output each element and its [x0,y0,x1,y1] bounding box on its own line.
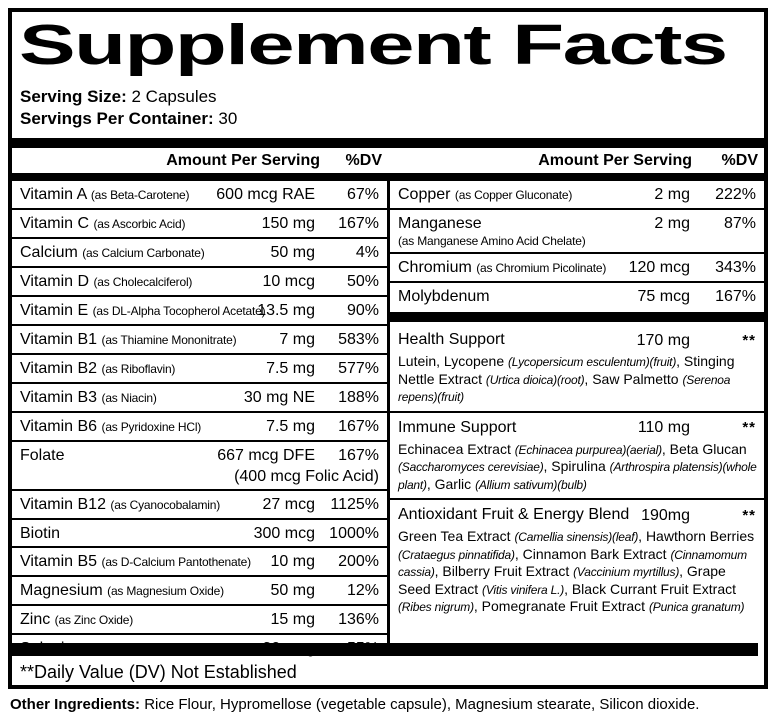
nutrient-row [12,413,387,442]
right-column-header [390,148,764,173]
nutrient-form: (as Zinc Oxide) [54,612,134,627]
ingredient-text: Green Tea Extract [398,528,515,544]
nutrient-dv: 167% [338,214,379,232]
latin-name: (Camellia sinensis)(leaf) [514,530,639,544]
servings-per-container-value: 30 [218,109,238,128]
serving-size-value: 2 Capsules [131,87,217,106]
nutrient-name: Biotin [20,524,61,542]
nutrient-row [12,239,387,268]
blend-name: Health Support [398,331,505,348]
blend-header [390,327,764,352]
blend-section [390,325,764,411]
latin-name: (Cinnamomum cassia) [398,547,747,579]
latin-name: (Ribes nigrum) [398,600,474,614]
nutrient-amount: 50 mg [270,243,315,261]
blend-dv-asterisks: ** [742,506,756,524]
blend-name: Immune Support [398,418,517,436]
blend-ingredients [390,527,764,618]
ingredient-text: , Grape Seed Extract [398,563,726,597]
divider-bar-right-column [390,312,764,322]
nutrient-columns [12,181,764,657]
nutrient-form: (as Magnesium Oxide) [107,583,224,598]
latin-name: (Crataegus pinnatifida) [398,547,515,562]
nutrient-dv: 1000% [329,524,379,542]
nutrient-row [12,548,387,577]
nutrient-name: Magnesium (as Magnesium Oxide) [20,581,224,599]
blend-dv-asterisks: ** [742,419,756,436]
blend-header [390,415,764,440]
blend-ingredients [390,352,764,408]
nutrient-amount: 50 mg [270,581,315,599]
servings-per-container-line [20,108,756,130]
ingredient-text: , Stinging Nettle Extract [398,353,735,387]
ingredient-text: Lutein, Lycopene [398,353,509,369]
dv-header-right: %DV [721,152,758,169]
nutrient-amount: 600 mcg RAE [216,185,315,203]
ingredient-text: , Cinnamon Bark Extract [514,545,671,562]
right-mineral-rows [390,181,764,309]
nutrient-amount: 667 mcg DFE [217,446,315,464]
latin-name: (Vitis vinifera L.) [482,582,565,597]
nutrient-name: Vitamin B2 (as Riboflavin) [20,359,176,377]
ingredient-text: , Saw Palmetto [584,370,683,387]
column-headers [12,148,764,173]
nutrient-amount: 2 mg [654,214,690,232]
blend-ingredients [390,440,764,496]
ingredient-text: , Hawthorn Berries [638,528,755,544]
nutrient-dv: 4% [355,243,379,261]
nutrient-amount: 15 mg [270,610,315,628]
nutrient-row [390,210,764,254]
nutrient-amount: 30 mcg [262,639,315,657]
nutrient-amount: 27 mcg [262,495,315,513]
nutrient-amount: 120 mcg [628,258,690,276]
nutrient-row [12,326,387,355]
nutrient-row [390,254,764,283]
nutrient-form: (as Calcium Carbonate) [82,245,205,260]
blend-amount: 190mg [641,506,690,524]
nutrient-name: Vitamin C (as Ascorbic Acid) [20,214,186,232]
nutrient-dv: 87% [723,214,756,232]
nutrient-dv: 50% [346,272,379,290]
latin-name: (Lycopersicum esculentum)(fruit) [508,355,677,369]
nutrient-dv: 188% [338,388,379,406]
nutrient-name: Folate [20,446,65,464]
nutrient-row [12,355,387,384]
nutrient-amount: 7.5 mg [266,359,315,377]
nutrient-dv: 67% [346,185,379,203]
nutrient-dv: 577% [338,359,379,377]
nutrient-amount: 75 mcg [637,287,690,305]
nutrient-name: Selenium (as Selenium Amino Acid Chelate) [20,639,267,657]
nutrient-form: (as Riboflavin) [101,361,176,376]
nutrient-form: (as Thiamine Mononitrate) [101,332,237,347]
nutrient-dv: 90% [346,301,379,319]
nutrient-dv: 136% [338,610,379,628]
nutrient-form: (as DL-Alpha Tocopherol Acetate) [92,303,266,318]
nutrient-name: Molybdenum [398,287,490,305]
other-ingredients [10,695,770,714]
nutrient-form: (as Copper Gluconate) [454,187,573,202]
blend-dv-asterisks: ** [742,331,756,349]
ingredient-text: , Spirulina [543,458,610,474]
nutrient-dv: 167% [338,417,379,435]
nutrient-amount: 150 mg [261,214,315,232]
nutrient-row [12,268,387,297]
serving-size-label: Serving Size: [20,87,127,106]
nutrient-row [390,181,764,210]
latin-name: (Arthrospira platensis)(whole plant) [398,460,757,492]
blend-section [390,411,764,499]
nutrient-name: Vitamin B12 (as Cyanocobalamin) [20,495,221,513]
blend-sections [390,325,764,621]
nutrient-name: Vitamin B6 (as Pyridoxine HCl) [20,417,202,435]
latin-name: (Vaccinium myrtillus) [573,565,680,579]
divider-bar-header [12,173,764,181]
right-column [390,181,764,643]
left-column [12,181,390,657]
ingredient-text: , Pomegranate Fruit Extract [473,598,649,614]
nutrient-name: Zinc (as Zinc Oxide) [20,610,134,628]
nutrient-amount: 30 mg NE [243,388,315,406]
ingredient-text: , Garlic [426,475,476,492]
nutrient-row [12,491,387,520]
ingredient-text: , Beta Glucan [661,440,747,457]
blend-header [390,502,764,527]
nutrient-row [12,297,387,326]
amount-per-serving-header-left: Amount Per Serving [166,152,320,169]
nutrient-form: (as Cholecalciferol) [93,274,193,289]
blend-name: Antioxidant Fruit & Energy Blend [398,506,630,523]
divider-bar-top [12,138,764,148]
nutrient-form: (as Ascorbic Acid) [93,216,186,231]
nutrient-form: (as D-Calcium Pantothenate) [101,554,251,569]
nutrient-name: Vitamin D (as Cholecalciferol) [20,272,193,290]
label-title: Supplement Facts [19,13,727,77]
nutrient-form: (as Niacin) [101,390,157,405]
other-ingredients-label: Other Ingredients: [10,696,141,713]
blend-section [390,498,764,621]
nutrient-form: (as Manganese Amino Acid Chelate) [398,233,586,248]
nutrient-dv: 167% [715,287,756,305]
servings-per-container-label: Servings Per Container: [20,109,214,128]
nutrient-row [12,606,387,635]
blend-amount: 110 mg [637,419,690,436]
serving-size-line [20,86,756,108]
blend-amount: 170 mg [636,331,690,349]
nutrient-amount-secondary: (400 mcg Folic Acid) [234,467,379,485]
nutrient-amount: 7.5 mg [266,417,315,435]
nutrient-form: (as Selenium Amino Acid Chelate) [91,641,267,656]
nutrient-dv: 167% [338,446,379,464]
nutrient-name: Vitamin B1 (as Thiamine Mononitrate) [20,330,237,348]
ingredient-text: Echinacea Extract [398,440,515,457]
nutrient-row [390,283,764,309]
title-wrap [12,14,764,80]
nutrient-dv: 55% [346,639,379,657]
nutrient-amount: 7 mg [279,330,315,348]
latin-name: (Saccharomyces cerevisiae) [398,460,544,474]
nutrient-name: Vitamin B5 (as D-Calcium Pantothenate) [20,552,251,570]
amount-per-serving-header-right: Amount Per Serving [538,152,692,169]
nutrient-row [12,577,387,606]
nutrient-name: Copper (as Copper Gluconate) [398,185,573,203]
nutrient-row [12,520,387,548]
nutrient-dv: 12% [346,581,379,599]
nutrient-name: Vitamin A (as Beta-Carotene) [20,185,190,203]
nutrient-row [12,181,387,210]
nutrient-row [12,635,387,662]
nutrient-row [12,384,387,413]
nutrient-amount: 10 mcg [262,272,315,290]
nutrient-amount: 300 mcg [253,524,315,542]
nutrient-name: Vitamin E (as DL-Alpha Tocopherol Acetate) [20,301,266,319]
other-ingredients-text: Rice Flour, Hypromellose (vegetable capsule), Magnesium stearate, Silicon dioxide. [144,696,700,713]
latin-name: (Punica granatum) [648,600,745,614]
ingredient-text: , Black Currant Fruit Extract [564,580,736,597]
nutrient-row [12,210,387,239]
nutrient-amount: 13.5 mg [257,301,315,319]
supplement-facts-label [8,8,768,689]
nutrient-dv: 222% [715,185,756,203]
nutrient-dv: 583% [338,330,379,348]
nutrient-name: Vitamin B3 (as Niacin) [20,388,157,406]
latin-name: (Serenoa repens)(fruit) [398,372,731,404]
nutrient-amount: 2 mg [654,185,690,203]
nutrient-form: (as Pyridoxine HCl) [101,419,202,434]
nutrient-dv: 200% [338,552,379,570]
latin-name: (Allium sativum)(bulb) [475,477,587,492]
latin-name: (Echinacea purpurea)(aerial) [514,442,662,457]
dv-header-left: %DV [345,152,382,169]
nutrient-dv: 343% [715,258,756,276]
nutrient-amount: 10 mg [270,552,315,570]
serving-info [20,86,756,130]
ingredient-text: , Bilberry Fruit Extract [434,563,574,579]
nutrient-name: Chromium (as Chromium Picolinate) [398,258,607,276]
nutrient-dv: 1125% [330,495,379,513]
nutrient-row [12,442,387,491]
nutrient-name: Manganese [398,214,482,232]
footnote: **Daily Value (DV) Not Established [20,662,297,682]
nutrient-form: (as Cyanocobalamin) [110,497,221,512]
left-column-header [12,148,390,173]
nutrient-form: (as Beta-Carotene) [90,187,190,202]
nutrient-form: (as Chromium Picolinate) [476,260,607,275]
latin-name: (Urtica dioica)(root) [485,372,585,387]
nutrient-name: Calcium (as Calcium Carbonate) [20,243,205,261]
